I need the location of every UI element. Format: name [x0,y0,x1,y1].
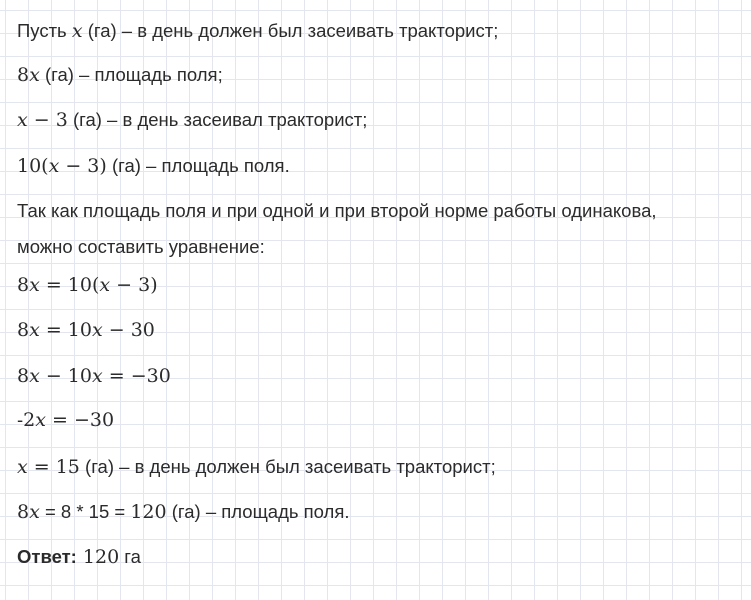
unit-ha: (га) [67,109,108,130]
variable-x: x [29,274,40,296]
line-reasoning-2 [17,235,265,259]
line-x-minus-3 [17,108,367,132]
line-text: – площадь поля; [79,64,223,85]
variable-x: x [29,319,40,341]
line-text: Так как площадь поля и при одной и при второй норме работы одинакова, [17,200,657,221]
middle-part: − 10 [39,365,92,387]
expression-rest: − 3) [110,274,158,296]
variable-x: x [17,109,28,131]
variable-x: x [29,64,40,86]
line-field-area-8x [17,63,223,87]
equation-2 [17,318,155,342]
variable-x: x [29,365,40,387]
variable-x: x [29,501,40,523]
variable-x: x [92,365,103,387]
coefficient: 10( [17,155,49,177]
line-text: – в день засеивал тракторист; [107,109,368,130]
unit-ha: (га) [106,155,147,176]
coefficient: 8 [17,274,30,296]
expression-rest: = −30 [45,409,115,431]
variable-x: x [71,20,83,42]
line-field-area-10 [17,154,290,178]
coefficient: 8 [17,501,30,523]
equation-4 [17,408,114,432]
variable-x: x [92,319,103,341]
answer-line [17,545,141,569]
middle-part: = 8 * 15 = [39,501,131,522]
line-text: – площадь поля. [146,155,290,176]
line-text: – площадь поля. [205,501,350,522]
line-text: – в день должен был засеивать тракторист; [119,456,496,477]
unit-ha: (га) [166,501,206,522]
answer-unit: га [119,546,141,567]
expression-rest: − 30 [102,319,155,341]
variable-x: x [99,274,111,296]
equation-1 [17,273,158,297]
equals-part: = 10 [39,319,92,341]
variable-x: x [17,456,28,478]
line-area-result [17,500,350,524]
expression-rest: = 15 [27,456,80,478]
number: 3 [55,109,68,131]
line-prefix: Пусть [17,20,72,41]
result-number: 120 [130,501,167,523]
unit-ha: (га) [82,20,122,41]
minus-sign: − [27,109,56,131]
equals-part: = 10( [39,274,100,296]
coefficient: 8 [17,319,30,341]
line-text: можно составить уравнение: [17,236,265,257]
equation-3 [17,364,171,388]
unit-ha: (га) [79,456,120,477]
unit-ha: (га) [39,64,80,85]
line-x-equals-15 [17,455,496,479]
coefficient: 8 [17,64,30,86]
line-let-x [17,19,498,43]
line-text: – в день должен был засеивать тракторист; [121,20,499,41]
variable-x: x [35,409,46,431]
variable-x: x [48,155,60,177]
coefficient: 8 [17,365,30,387]
minus-prefix: - [17,409,24,430]
answer-label: Ответ: [17,546,77,567]
answer-number: 120 [76,546,120,568]
expression-rest: = −30 [102,365,171,387]
coefficient: 2 [23,409,36,431]
line-reasoning-1 [17,199,657,223]
expression-rest: − 3) [59,155,107,177]
